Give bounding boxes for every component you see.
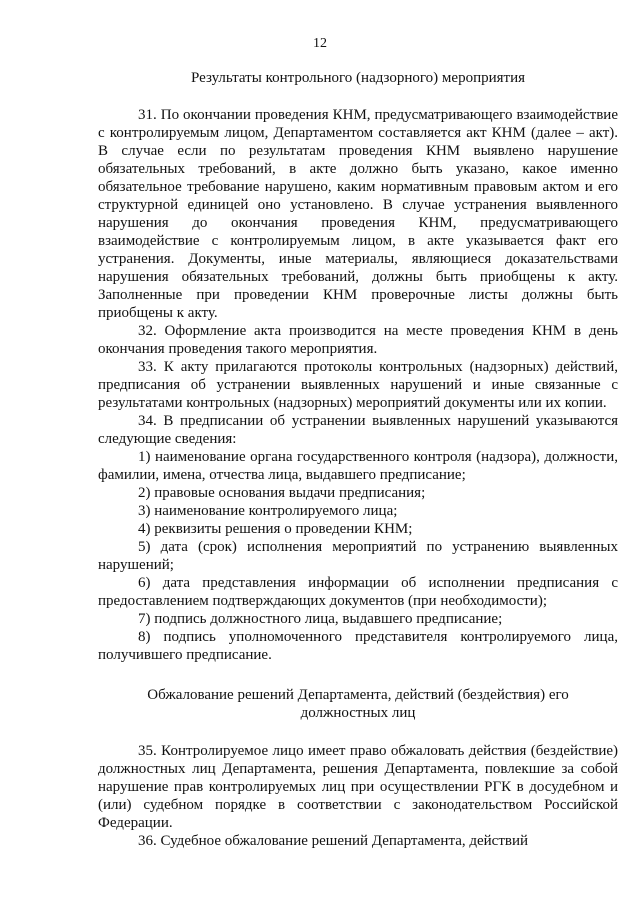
list-item-34-7: 7) подпись должностного лица, выдавшего предписание; bbox=[138, 611, 503, 627]
paragraph-32: 32. Оформление акта производится на месте проведения КНМ в день окончания проведения такого мероприятия. bbox=[98, 323, 618, 357]
section-heading-appeal-line-1: Обжалование решений Департамента, действий (бездействия) его bbox=[147, 687, 569, 703]
list-item-34-3: 3) наименование контролируемого лица; bbox=[138, 503, 398, 519]
paragraph-35: 35. Контролируемое лицо имеет право обжаловать действия (бездействие) должностных лиц Департамента, решения Департамента, повлекшие за собой нарушение прав контролируемых лиц при осуществлении РГК в досудебном и (или) судебном порядке в соответствии с законодательством Российской Федерации. bbox=[98, 743, 618, 831]
page-number: 12 bbox=[313, 36, 327, 51]
paragraph-34: 34. В предписании об устранении выявленных нарушений указываются следующие сведения: bbox=[98, 413, 618, 447]
section-heading-appeal-line-2: должностных лиц bbox=[300, 705, 416, 721]
list-item-34-6: 6) дата представления информации об исполнении предписания с предоставлением подтверждающих документов (при необходимости); bbox=[98, 575, 618, 609]
paragraph-33: 33. К акту прилагаются протоколы контрольных (надзорных) действий, предписания об устранении выявленных нарушений и иные связанные с результатами контрольных (надзорных) мероприятий документы или их копии. bbox=[98, 359, 618, 411]
list-item-34-1: 1) наименование органа государственного контроля (надзора), должности, фамилии, имена, отчества лица, выдавшего предписание; bbox=[98, 449, 618, 483]
list-item-34-5: 5) дата (срок) исполнения мероприятий по устранению выявленных нарушений; bbox=[98, 539, 618, 573]
section-heading-appeal bbox=[98, 686, 618, 722]
paragraph-36: 36. Судебное обжалование решений Департамента, действий bbox=[138, 833, 529, 849]
list-item-34-2: 2) правовые основания выдачи предписания; bbox=[138, 485, 426, 501]
paragraph-31: 31. По окончании проведения КНМ, предусматривающего взаимодействие с контролируемым лицом, Департаментом составляется акт КНМ (далее – акт). В случае если по результатам проведения КНМ выявлено нарушение обязательных требований, в акте должно быть указано, какое именно обязательное требование нарушено, каким нормативным правовым актом и его структурной единицей оно установлено. В случае устранения выявленного нарушения до окончания проведения КНМ, предусматривающего взаимодействие с контролируемым лицом, в акте указывается факт его устранения. Документы, иные материалы, являющиеся доказательствами нарушения обязательных требований, должны быть приобщены к акту. Заполненные при проведении КНМ проверочные листы должны быть приобщены к акту. bbox=[98, 107, 618, 321]
list-item-34-8: 8) подпись уполномоченного представителя контролируемого лица, получившего предписание. bbox=[98, 629, 618, 663]
list-item-34-4: 4) реквизиты решения о проведении КНМ; bbox=[138, 521, 413, 537]
section-heading-results: Результаты контрольного (надзорного) мероприятия bbox=[190, 70, 526, 86]
section-body-results bbox=[98, 106, 618, 664]
section-body-appeal bbox=[98, 742, 618, 850]
